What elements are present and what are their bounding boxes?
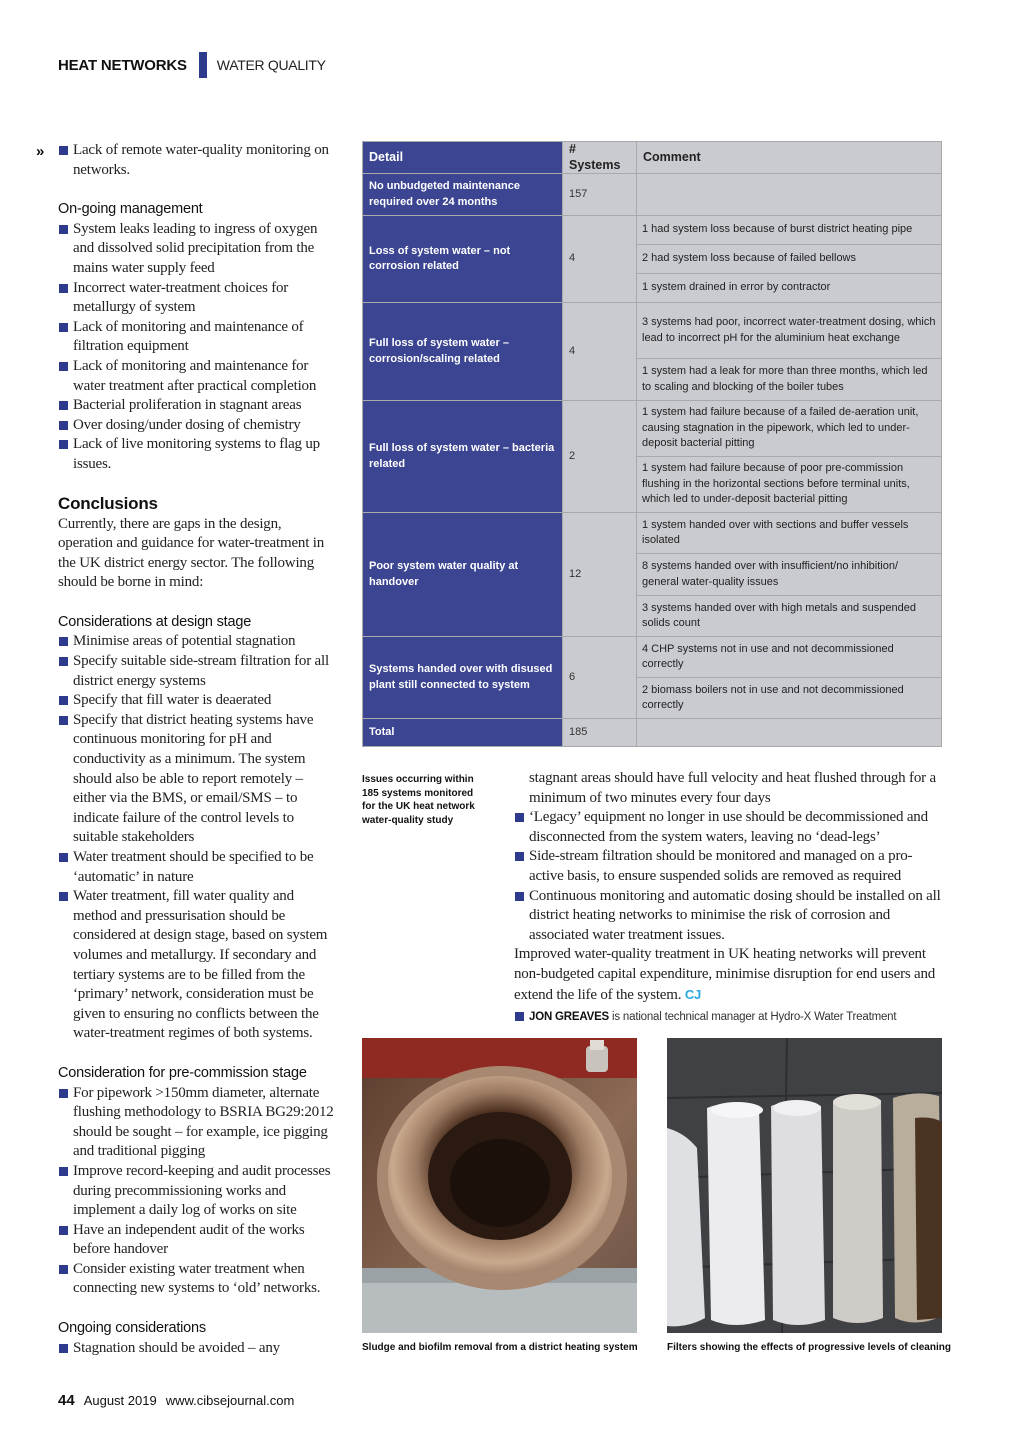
systems-count-cell: 4 <box>563 216 637 303</box>
comment-cell: 1 system had failure because of a failed de-aeration unit, causing stagnation in the pipework, which led to under-deposit bacterial pitting <box>637 401 942 457</box>
website-link[interactable]: www.cibsejournal.com <box>165 1393 295 1408</box>
bullet-square-icon <box>59 284 68 293</box>
continued-icon: » <box>36 143 45 160</box>
list-item-text: Consider existing water treatment when connecting new systems to ‘old’ networks. <box>73 1260 321 1297</box>
list-item-text: Improve record-keeping and audit processes during precommissioning works and implement a daily log of works on site <box>73 1162 331 1219</box>
bullet-square-icon <box>59 362 68 371</box>
bullet-square-icon <box>59 1089 68 1098</box>
bullet-square-icon <box>59 1265 68 1274</box>
bullet-square-icon <box>59 421 68 430</box>
list-item <box>58 318 338 357</box>
list-item-text: Side-stream filtration should be monitored and managed on a pro-active basis, to ensure suspended solids are removed as required <box>529 848 913 884</box>
comment-cell: 1 system drained in error by contractor <box>637 274 942 303</box>
list-item-text: Minimise areas of potential stagnation <box>73 633 296 650</box>
list-item <box>58 1084 338 1162</box>
bullet-square-icon <box>59 1344 68 1353</box>
table-body <box>363 174 942 747</box>
list-item-text: Over dosing/under dosing of chemistry <box>73 416 301 433</box>
list-item <box>58 652 338 691</box>
detail-cell: Loss of system water – not corrosion related <box>363 216 563 303</box>
list-item <box>58 887 338 1044</box>
author-name: JON GREAVES <box>529 1011 610 1024</box>
comment-cell: 1 system handed over with sections and buffer vessels isolated <box>637 513 942 554</box>
table-row <box>363 513 942 554</box>
closing-paragraph <box>514 945 944 1005</box>
list-item-text: For pipework >150mm diameter, alternate flushing methodology to BSRIA BG29:2012 should be sought – for example, ice pigging and traditional pigging <box>73 1084 334 1160</box>
bullet-square-icon <box>59 1167 68 1176</box>
systems-count-cell: 4 <box>563 303 637 401</box>
header-detail: Detail <box>363 142 563 174</box>
bullet-square-icon <box>59 401 68 410</box>
list-item-text: Have an independent audit of the works before handover <box>73 1221 305 1258</box>
bullet-square-icon <box>515 813 524 822</box>
filters-illustration <box>667 1038 942 1333</box>
list-item-text: Specify that district heating systems have continuous monitoring for pH and conductivity as a minimum. The system should also be able to report remotely – either via the BMS, or email/SMS – to indicate failure of the control levels to suitable stakeholders <box>73 711 314 846</box>
bullet-square-icon <box>59 146 68 155</box>
detail-cell: Total <box>363 719 563 747</box>
bullet-square-icon <box>59 892 68 901</box>
photo2-caption: Filters showing the effects of progressive levels of cleaning <box>667 1342 951 1353</box>
bullet-square-icon <box>59 853 68 862</box>
comment-cell: 3 systems handed over with high metals and suspended solids count <box>637 596 942 637</box>
bullet-square-icon <box>59 225 68 234</box>
list-item <box>58 435 338 474</box>
header-divider <box>199 52 207 78</box>
page-number: 44 <box>58 1392 75 1409</box>
comment-cell: 1 system had failure because of poor pre-commission flushing in the horizontal sections before terminal units, which led to under-deposit bacterial pitting <box>637 457 942 513</box>
list-item-text: Lack of monitoring and maintenance of filtration equipment <box>73 318 304 355</box>
systems-count-cell: 6 <box>563 637 637 719</box>
ongoing-considerations-heading: Ongoing considerations <box>58 1320 206 1337</box>
list-item <box>514 887 944 946</box>
ongoing-considerations-list <box>58 1339 338 1359</box>
bullet-square-icon <box>59 440 68 449</box>
list-item <box>58 357 338 396</box>
bullet-square-icon <box>59 1226 68 1235</box>
table-row <box>363 216 942 245</box>
systems-count-cell: 157 <box>563 174 637 216</box>
list-item <box>58 1339 338 1359</box>
list-item <box>58 279 338 318</box>
bullet-square-icon <box>515 892 524 901</box>
comment-cell: 1 system had a leak for more than three months, which led to scaling and blocking of the boiler tubes <box>637 359 942 401</box>
list-item-text: Lack of live monitoring systems to flag up issues. <box>73 436 320 472</box>
list-item <box>58 632 338 652</box>
bullet-square-icon <box>59 323 68 332</box>
bullet-square-icon <box>59 637 68 646</box>
table-row <box>363 174 942 216</box>
list-item-text: Lack of monitoring and maintenance for water treatment after practical completion <box>73 357 317 394</box>
table-row <box>363 637 942 678</box>
list-item <box>58 141 338 180</box>
subsection-title: WATER QUALITY <box>216 57 326 73</box>
issue-date: August 2019 <box>83 1393 157 1408</box>
list-item <box>58 220 338 279</box>
detail-cell: Poor system water quality at handover <box>363 513 563 637</box>
section-title: HEAT NETWORKS <box>58 56 187 74</box>
comment-cell: 1 had system loss because of burst district heating pipe <box>637 216 942 245</box>
detail-cell: No unbudgeted maintenance required over 24 months <box>363 174 563 216</box>
filters-photo <box>667 1038 942 1333</box>
comment-cell <box>637 719 942 747</box>
list-item-text: Incorrect water-treatment choices for metallurgy of system <box>73 279 289 316</box>
list-item <box>58 1221 338 1260</box>
list-item <box>58 1162 338 1221</box>
header-comment: Comment <box>637 142 942 174</box>
precommission-heading: Consideration for pre-commission stage <box>58 1064 307 1081</box>
precommission-list <box>58 1084 338 1300</box>
author-role: is national technical manager at Hydro-X Water Treatment <box>609 1011 897 1024</box>
conclusions-text: Currently, there are gaps in the design, operation and guidance for water-treatment in the UK district energy sector. The following should be borne in mind: <box>58 515 324 591</box>
sludge-photo <box>362 1038 637 1333</box>
design-stage-heading: Considerations at design stage <box>58 613 252 630</box>
author-bio <box>514 1008 944 1028</box>
table-row <box>363 719 942 747</box>
right-bullets <box>514 808 944 945</box>
closing-text: Improved water-quality treatment in UK heating networks will prevent non-budgeted capital expenditure, minimise disruption for end users and extend the life of the system. <box>514 946 936 1003</box>
comment-cell <box>637 174 942 216</box>
ongoing-management-list <box>58 220 338 475</box>
issues-table <box>362 141 942 747</box>
detail-cell: Systems handed over with disused plant still connected to system <box>363 637 563 719</box>
bullet-square-icon <box>59 696 68 705</box>
photo1-caption: Sludge and biofilm removal from a district heating system <box>362 1342 638 1353</box>
list-item <box>58 691 338 711</box>
comment-cell: 2 had system loss because of failed bellows <box>637 245 942 274</box>
list-item <box>514 847 944 886</box>
list-item <box>58 1260 338 1299</box>
list-item-text: Water treatment, fill water quality and method and pressurisation should be considered at design stage, based on system volumes and metallurgy. If secondary and tertiary systems are to be filled from the ‘primary’ network, consideration must be given to ensuring no conflicts between the water-treatment regimes of both systems. <box>73 888 328 1042</box>
intro-bullets <box>58 141 338 180</box>
page-footer <box>58 1392 294 1409</box>
list-item-text: Bacterial proliferation in stagnant areas <box>73 397 302 414</box>
table-caption: Issues occurring within 185 systems monitored for the UK heat network water-quality study <box>362 774 475 826</box>
list-item-text: Specify that fill water is deaerated <box>73 692 272 709</box>
systems-count-cell: 185 <box>563 719 637 747</box>
list-item-text: Specify suitable side-stream filtration for all district energy systems <box>73 653 329 689</box>
right-column <box>514 769 944 1028</box>
page-header <box>58 52 326 78</box>
systems-count-cell: 2 <box>563 401 637 513</box>
list-item-text: System leaks leading to ingress of oxygen and dissolved solid precipitation from the mains water supply feed <box>73 220 318 276</box>
list-item-text: Water treatment should be specified to be ‘automatic’ in nature <box>73 849 314 885</box>
comment-cell: 8 systems handed over with insufficient/no inhibition/ general water-quality issues <box>637 554 942 596</box>
header-systems: # Systems <box>563 142 637 174</box>
detail-cell: Full loss of system water – bacteria related <box>363 401 563 513</box>
table-header-row <box>363 142 942 174</box>
bullet-square-icon <box>515 1012 524 1021</box>
comment-cell: 4 CHP systems not in use and not decommissioned correctly <box>637 637 942 678</box>
bullet-square-icon <box>515 852 524 861</box>
list-item-text: Lack of remote water-quality monitoring on networks. <box>73 142 329 178</box>
sign-off: CJ <box>684 986 702 1002</box>
continuation-text: stagnant areas should have full velocity and heat flushed through for a minimum of two minutes every four days <box>529 770 936 806</box>
list-item-text: ‘Legacy’ equipment no longer in use should be decommissioned and disconnected from the system waters, leaving no ‘dead-legs’ <box>529 809 928 845</box>
left-column <box>36 141 338 1358</box>
comment-cell: 3 systems had poor, incorrect water-treatment dosing, which lead to incorrect pH for the aluminium heat exchange <box>637 303 942 359</box>
table-row <box>363 401 942 457</box>
list-item <box>514 808 944 847</box>
bullet-square-icon <box>59 716 68 725</box>
list-item <box>58 711 338 848</box>
list-item <box>58 396 338 416</box>
comment-cell: 2 biomass boilers not in use and not decommissioned correctly <box>637 678 942 719</box>
systems-count-cell: 12 <box>563 513 637 637</box>
bullet-square-icon <box>59 657 68 666</box>
ongoing-management-heading: On-going management <box>58 201 203 218</box>
list-item <box>58 416 338 436</box>
design-stage-list <box>58 632 338 1043</box>
list-item-text: Stagnation should be avoided – any <box>73 1339 280 1356</box>
sludge-pipe-illustration <box>362 1038 637 1333</box>
list-item-text: Continuous monitoring and automatic dosing should be installed on all district heating networks to minimise the risk of corrosion and associated water treatment issues. <box>529 887 941 943</box>
table-row <box>363 303 942 359</box>
conclusions-heading: Conclusions <box>58 493 158 513</box>
detail-cell: Full loss of system water – corrosion/scaling related <box>363 303 563 401</box>
list-item <box>58 848 338 887</box>
